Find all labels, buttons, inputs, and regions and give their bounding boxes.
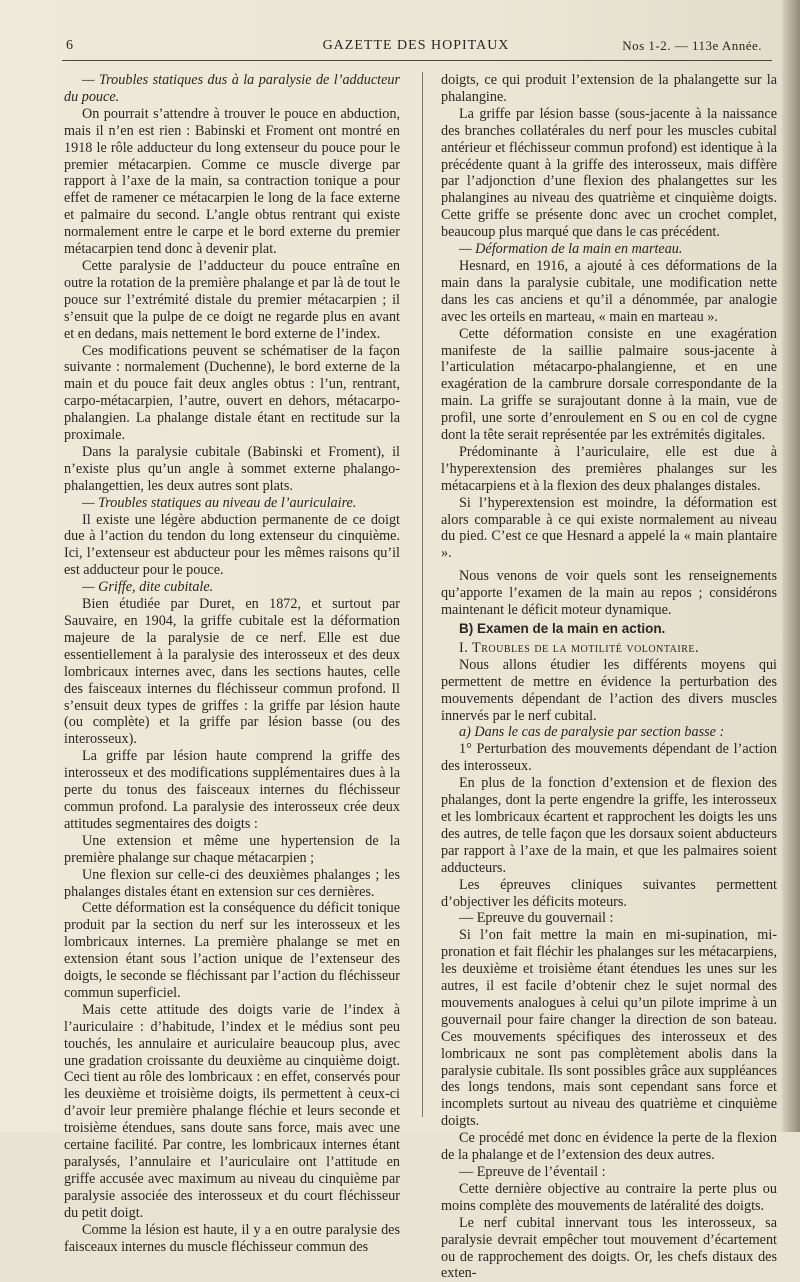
page-edge-shadow [782, 0, 800, 1132]
paragraph: Une extension et même une hypertension de la première phalange sur chaque métacarpien ; [64, 832, 400, 866]
column-divider [422, 72, 423, 1117]
paragraph: Il existe une légère abduction permanente de ce doigt due à l’action du tendon du long extenseur du cinquième. Ici, l’extenseur est abducteur pour les mêmes raisons qu’il est adducteur pour le pouce. [64, 511, 400, 579]
page-number: 6 [66, 38, 74, 53]
paragraph: Ces modifications peuvent se schématiser de la façon suivante : normalement (Duchenne), le bord externe de la main et du pouce fait deux angles obtus : l’un, rentrant, carpo-métacarpien, l’autre, ouvert en dehors, métacarpo-phalangien. La phalange distale étant en rectitude sur la proximale. [64, 342, 400, 444]
paragraph: Les épreuves cliniques suivantes permettent d’objectiver les déficits moteurs. [441, 876, 777, 910]
paragraph: Cette dernière objective au contraire la perte plus ou moins complète des mouvements de latéralité des doigts. [441, 1180, 777, 1214]
paragraph: Ce procédé met donc en évidence la perte de la flexion de la phalange et de l’extension des deux autres. [441, 1130, 777, 1164]
section-heading: — Troubles statiques au niveau de l’auriculaire. [82, 494, 357, 511]
section-heading: — Griffe, dite cubitale. [82, 579, 214, 596]
paragraph: On pourrait s’attendre à trouver le pouce en abduction, mais il n’en est rien : Babinski et Froment ont montré en 1918 le rôle adducteur du long extenseur du pouce pour le premier métacarpien. Comme ce muscle diverge par rapport à l’axe de la main, sa contraction tonique a pour effet de ramener ce métacarpien le long de la face externe et palmaire du second. L’angle obtus rentrant qui existe normalement entre le carpe et le bord externe du premier métacarpien tend donc à devenir plat. [64, 105, 400, 258]
subsection-title: I. Troubles de la motilité volontaire. [459, 639, 700, 656]
paragraph: En plus de la fonction d’extension et de flexion des phalanges, dont la perte engendre la griffe, les interosseux et les lombricaux écartent et rapprochent les doigts les uns des autres, de telle façon que les dorsaux soient abducteurs par rapport à l’axe de la main, et que les palmaires soient adducteurs. [441, 775, 777, 876]
header-rule [62, 60, 772, 61]
paragraph: Si l’hyperextension est moindre, la déformation est alors comparable à ce qui existe normalement au niveau du pied. C’est ce que Hesnard a appelé la « main plantaire ». [441, 494, 777, 562]
section-title: B) Examen de la main en action. [459, 621, 666, 636]
paragraph: Cette paralysie de l’adducteur du pouce entraîne en outre la rotation de la première phalange et par là de tout le pouce sur l’extrémité distale du premier métacarpien ; il s’ensuit que la pulpe de ce doigt ne regarde plus en avant et en dedans, mais nettement le bord externe de l’index. [64, 257, 400, 342]
paragraph: Dans la paralysie cubitale (Babinski et Froment), il n’existe plus qu’un angle à sommet externe phalango-phalangettien, les deux autres sont plats. [64, 443, 400, 494]
paragraph: Comme la lésion est haute, il y a en outre paralysie des faisceaux internes du muscle fléchisseur commun des [64, 1221, 400, 1255]
paragraph: doigts, ce qui produit l’extension de la phalangette sur la phalangine. [441, 72, 777, 105]
journal-title: GAZETTE DES HOPITAUX [322, 38, 510, 53]
paragraph: La griffe par lésion basse (sous-jacente à la naissance des branches collatérales du nerf pour les muscles cubital antérieur et fléchisseur commun profond) est identique à la précédente quant à la griffe des interosseux, mais diffère par l’adjonction d’une flexion des phalangettes sur les phalangines au niveau des quatrième et cinquième doigts. Cette griffe se présente donc avec un crochet complet, beaucoup plus marqué que dans le cas précédent. [441, 105, 777, 241]
paragraph: Cette déformation est la conséquence du déficit tonique produit par la section du nerf sur les interosseux et les lombricaux internes. La première phalange se met en extension étant sous l’action unique de l’extenseur des doigts, le seconde se fléchissant par l’action du fléchisseur commun superficiel. [64, 900, 400, 1001]
right-column [441, 72, 777, 1282]
paragraph: Nous allons étudier les différents moyens qui permettent de mettre en évidence la perturbation des mouvements dépendant de l’action des divers muscles innervés par le nerf cubital. [441, 656, 777, 724]
paragraph: Le nerf cubital innervant tous les interosseux, sa paralysie devrait empêcher tout mouvement d’écartement ou de rapprochement des doigts. Or, les chefs distaux des exten- [441, 1214, 777, 1282]
paragraph: Nous venons de voir quels sont les renseignements qu’apporte l’examen de la main au repos ; considérons maintenant le déficit moteur dynamique. [441, 568, 777, 619]
paragraph: Hesnard, en 1916, a ajouté à ces déformations de la main dans la paralysie cubitale, une modification nette dans les cas anciens et qu’il a dénommée, par analogie avec les orteils en marteau, « main en marteau ». [441, 257, 777, 325]
paragraph: Une flexion sur celle-ci des deuxièmes phalanges ; les phalanges distales étant en extension sur ces dernières. [64, 866, 400, 900]
paragraph: Bien étudiée par Duret, en 1872, et surtout par Sauvaire, en 1904, la griffe cubitale est la déformation majeure de la paralysie de ce nerf. Elle est due essentiellement à la paralysie des interosseux et des deux lombricaux internes avec, dans les sections hautes, celle des faisceaux internes du fléchisseur commun profond. Il s’ensuit deux types de griffes : la griffe par lésion haute (ou complète) et la griffe par lésion basse (ou des interosseux). [64, 596, 400, 748]
paragraph: La griffe par lésion haute comprend la griffe des interosseux et des modifications supplémentaires dues à la perte du tonus des faisceaux internes du fléchisseur commun profond. La paralysie des interosseux crée deux attitudes segmentaires des doigts : [64, 748, 400, 832]
left-column [64, 72, 400, 1255]
section-heading: a) Dans le cas de paralysie par section basse : [459, 724, 725, 741]
paragraph: Cette déformation consiste en une exagération manifeste de la saillie palmaire sous-jacente à l’articulation métacarpo-phalangienne, et en une exagération de la cambrure dorsale correspondante de la main. La griffe se surajoutant donne à la main, vue de profil, une sorte d’enroulement en S ou en col de cygne dont la tête serait représentée par les extrémités digitales. [441, 325, 777, 444]
issue-number: Nos 1-2. — 113e Année. [622, 38, 762, 53]
running-header [62, 38, 770, 60]
paragraph: — Epreuve du gouvernail : [459, 910, 614, 927]
paragraph: Prédominante à l’auriculaire, elle est due à l’hyperextension des premières phalanges sur les métacarpiens et à la flexion des deux phalanges distales. [441, 443, 777, 494]
paragraph: Mais cette attitude des doigts varie de l’index à l’auriculaire : d’habitude, l’index et le médius sont peu touchés, les annulaire et auriculaire beaucoup plus, avec une gradation croissante du deuxième au cinquième doigt. Ceci tient au rôle des lombricaux : en effet, conservés pour les deuxième et troisième doigts, ils permettent à ceux-ci d’avoir leur première phalange fléchie et leurs seconde et troisième étendues, sans doute sans force, mais avec une certaine facilité. Par contre, les lombricaux internes étant paralysés, l’annulaire et l’auriculaire ont l’attitude en griffe accusée avec maximum au niveau du cinquième par paralysie associée des interosseux et du court fléchisseur du petit doigt. [64, 1001, 400, 1221]
paragraph: 1° Perturbation des mouvements dépendant de l’action des interosseux. [441, 741, 777, 775]
section-heading: — Troubles statiques dus à la paralysie de l’adducteur du pouce. [64, 72, 400, 105]
paragraph: — Epreuve de l’éventail : [459, 1164, 606, 1180]
paragraph: Si l’on fait mettre la main en mi-supination, mi-pronation et fait fléchir les phalanges sur les métacarpiens, les deuxième et troisième étant étendues les unes sur les autres, il est facile d’obtenir chez le sujet normal des mouvements analogues à celui qu’un pilote imprime à un gouvernail pour faire changer la direction de son bateau. Ces mouvements spécifiques des interosseux et des lombricaux ne sont pas complètement abolis dans la paralysie cubitale. Ils sont possibles grâce aux suppléances des longs tendons, mais sont cependant sans force et incomplets surtout au niveau des quatrième et cinquième doigts. [441, 927, 777, 1130]
section-heading: — Déformation de la main en marteau. [459, 241, 683, 258]
